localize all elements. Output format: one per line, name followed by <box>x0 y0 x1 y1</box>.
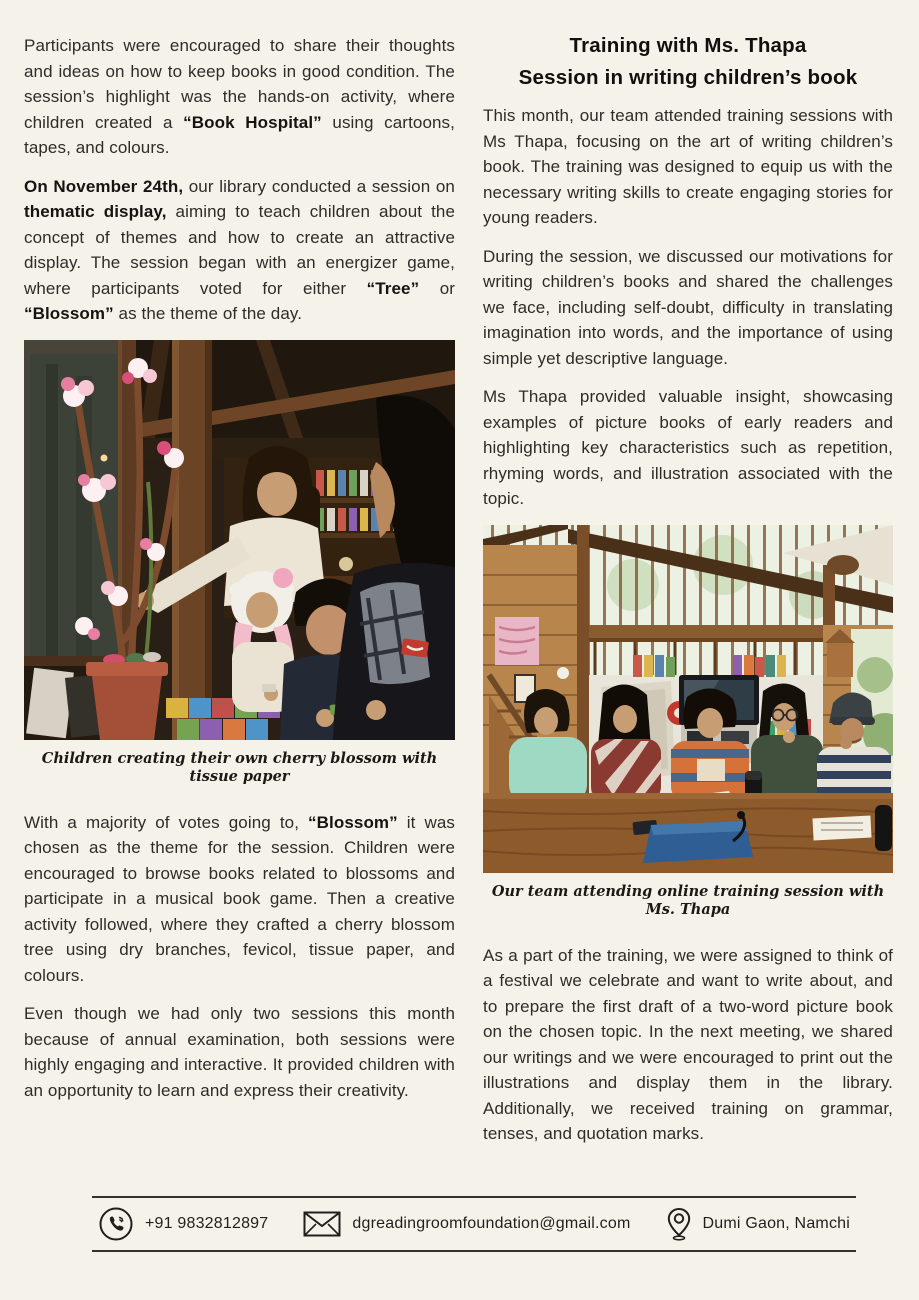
paragraph-two-sessions: Even though we had only two sessions this month because of annual examination, both sessions were highly engaging and interactive. It provided children with an opportunity to learn and express their creativity. <box>24 1004 455 1100</box>
paragraph-book-hospital: Participants were encouraged to share their thoughts and ideas on how to keep books in good condition. The session’s highlight was the hands-on activity, where children created a “Book Hospital” using cartoons, tapes, and colours. <box>24 36 455 157</box>
right-column <box>483 30 893 1160</box>
footer-location-text[interactable]: Dumi Gaon, Namchi <box>702 1215 850 1232</box>
children-craft-photo-illustration <box>24 340 455 740</box>
footer-email-address[interactable]: dgreadingroomfoundation@gmail.com <box>352 1215 631 1232</box>
location-pin-icon <box>666 1207 692 1241</box>
mail-icon <box>303 1211 341 1237</box>
paragraph-blossom-chosen: With a majority of votes going to, “Blossom” it was chosen as the theme for the session. Children were encouraged to browse books related to blossoms and participate in a musical book game. Then a creative activity followed, where they crafted a cherry blossom tree using dry branches, fevicol, tissue paper, and colours. <box>24 812 455 985</box>
footer-location <box>666 1207 850 1241</box>
footer-phone-number[interactable]: +91 9832812897 <box>145 1215 269 1232</box>
contact-footer <box>92 1196 856 1252</box>
wooden-pillar <box>172 340 212 740</box>
article-title <box>483 30 893 94</box>
phone-icon <box>98 1206 134 1242</box>
paragraph-motivations: During the session, we discussed our motivations for writing children’s books and shared the challenges we face, including self-doubt, difficulty in translating imagination into words, and the importance of using simple yet descriptive language. <box>483 246 893 368</box>
paragraph-assignment: As a part of the training, we were assigned to think of a festival we celebrate and want to write about, and to prepare the first draft of a two-word picture book on the chosen topic. In the next meeting, we shared our writings and we were encouraged to print out the illustrations and display them in the library. Additionally, we received training on grammar, tenses, and quotation marks. <box>483 945 893 1143</box>
children-craft-photo <box>24 340 455 740</box>
team-training-photo-illustration <box>483 525 893 873</box>
team-training-photo-caption: Our team attending online training session with Ms. Thapa <box>491 882 885 918</box>
left-column <box>24 33 455 1116</box>
paragraph-thematic-display: On November 24th, our library conducted a session on thematic display, aiming to teach children about the concept of themes and how to create an attractive display. The session began with an energizer game, where participants voted for either “Tree” or “Blossom” as the theme of the day. <box>24 176 456 323</box>
title-line-2: Session in writing children’s book <box>518 66 858 89</box>
footer-email <box>303 1211 630 1237</box>
team-training-photo-figure <box>483 525 893 919</box>
table <box>483 793 893 873</box>
title-line-1: Training with Ms. Thapa <box>569 34 807 57</box>
team-training-photo <box>483 525 893 873</box>
children-craft-photo-figure <box>24 340 455 786</box>
footer-phone <box>98 1206 268 1242</box>
paragraph-insight: Ms Thapa provided valuable insight, showcasing examples of picture books of early readers and highlighting key characteristics such as repetition, rhyming words, and illustration associated with the topic. <box>483 387 893 508</box>
paragraph-training-intro: This month, our team attended training sessions with Ms Thapa, focusing on the art of writing children’s book. The training was designed to equip us with the necessary writing skills to create engaging stories for young readers. <box>483 106 893 227</box>
children-craft-photo-caption: Children creating their own cherry blossom with tissue paper <box>41 749 438 785</box>
